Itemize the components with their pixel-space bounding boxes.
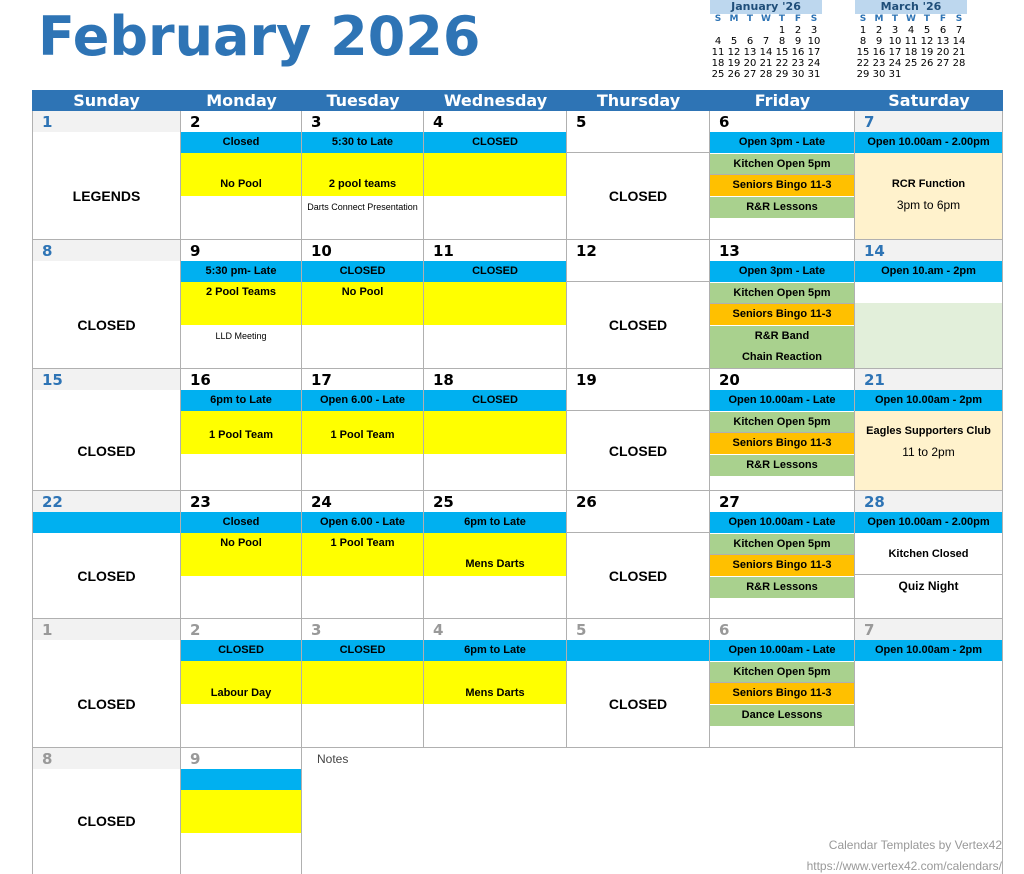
- closed-label: CLOSED: [77, 317, 136, 333]
- day-cell[interactable]: [424, 111, 567, 240]
- closed-label: CLOSED: [608, 568, 668, 584]
- mini-day[interactable]: 13: [936, 36, 950, 47]
- mini-day[interactable]: 25: [904, 58, 918, 69]
- event-note: LLD Meeting: [215, 331, 267, 341]
- day-cell[interactable]: [424, 619, 567, 748]
- hours-bar: 6pm to Late: [181, 390, 301, 411]
- event-note: Darts Connect Presentation: [307, 202, 418, 212]
- day-cell[interactable]: [181, 619, 302, 748]
- day-number: 4: [433, 113, 444, 131]
- hours-bar: Open 3pm - Late: [710, 132, 854, 153]
- day-number: 5: [576, 621, 587, 639]
- hours-bar: Open 10.00am - 2.00pm: [855, 512, 1002, 533]
- day-header-monday: Monday: [181, 90, 302, 111]
- mini-day[interactable]: 3: [891, 25, 899, 36]
- mini-calendar-title: January '26: [710, 0, 822, 14]
- kitchen-bar: Kitchen Open 5pm: [710, 662, 854, 683]
- template-credit: Calendar Templates by Vertex42: [828, 838, 1002, 852]
- hours-bar: CLOSED: [302, 261, 423, 282]
- day-number: 2: [190, 113, 201, 131]
- hours-bar: 6pm to Late: [424, 512, 566, 533]
- day-cell[interactable]: [567, 240, 710, 369]
- day-number: 6: [719, 113, 730, 131]
- mini-day[interactable]: 23: [791, 58, 805, 69]
- hours-bar: Open 10.00am - 2.00pm: [855, 132, 1002, 153]
- mini-dow: S: [955, 14, 963, 24]
- day-cell[interactable]: [302, 491, 424, 619]
- mini-day[interactable]: 14: [952, 36, 966, 47]
- mini-calendar-march: [855, 0, 967, 80]
- mini-day[interactable]: 26: [920, 58, 934, 69]
- day-cell[interactable]: [181, 748, 302, 874]
- closed-label: CLOSED: [77, 568, 136, 584]
- event-bar-empty: [33, 512, 180, 533]
- mini-day[interactable]: 7: [762, 36, 770, 47]
- event-bar-empty: [181, 790, 301, 833]
- day-cell[interactable]: [710, 369, 855, 491]
- hours-bar: Open 10.00am - 2pm: [855, 390, 1002, 411]
- lessons-bar: R&R Lessons: [710, 577, 854, 598]
- closed-label: CLOSED: [77, 813, 136, 829]
- hours-bar: CLOSED: [302, 640, 423, 661]
- mini-week-row: [710, 58, 822, 69]
- day-number: 9: [190, 242, 201, 260]
- day-cell[interactable]: [855, 369, 1003, 491]
- day-cell[interactable]: [32, 619, 181, 748]
- mini-day[interactable]: 16: [872, 47, 886, 58]
- closed-label: CLOSED: [608, 696, 668, 712]
- saturday-event-title: Eagles Supporters Club: [866, 425, 991, 437]
- day-number: 16: [190, 371, 211, 389]
- mini-day[interactable]: 5: [923, 25, 931, 36]
- mini-day[interactable]: 2: [875, 25, 883, 36]
- mini-week-row: [855, 69, 967, 80]
- day-cell[interactable]: [855, 491, 1003, 619]
- day-header-sunday: Sunday: [32, 90, 181, 111]
- hours-bar: CLOSED: [424, 390, 566, 411]
- hours-bar: CLOSED: [181, 640, 301, 661]
- mini-day[interactable]: 31: [888, 69, 902, 80]
- pool-bar: 1 Pool Team: [302, 411, 423, 454]
- pool-bar: 2 pool teams: [302, 153, 423, 196]
- closed-label: CLOSED: [77, 696, 136, 712]
- mini-week-row: [710, 69, 822, 80]
- kitchen-closed-label: Kitchen Closed: [855, 533, 1002, 575]
- day-cell[interactable]: [32, 369, 181, 491]
- mini-day[interactable]: 27: [743, 69, 757, 80]
- hours-bar: Open 6.00 - Late: [302, 512, 423, 533]
- hours-bar: 6pm to Late: [424, 640, 566, 661]
- day-number: 25: [433, 493, 454, 511]
- mini-day[interactable]: 28: [952, 58, 966, 69]
- day-cell[interactable]: [710, 111, 855, 240]
- mini-day[interactable]: 5: [730, 36, 738, 47]
- day-cell[interactable]: [567, 369, 710, 491]
- closed-label: CLOSED: [608, 188, 668, 204]
- mini-day[interactable]: 30: [872, 69, 886, 80]
- mini-day[interactable]: 25: [711, 69, 725, 80]
- day-cell[interactable]: [710, 619, 855, 748]
- mini-week-row: [710, 36, 822, 47]
- day-number: 7: [855, 619, 1002, 640]
- day-number: 3: [311, 621, 322, 639]
- mini-day[interactable]: 8: [859, 36, 867, 47]
- day-cell[interactable]: [32, 748, 181, 874]
- mini-week-row: [855, 58, 967, 69]
- mini-day[interactable]: 24: [807, 58, 821, 69]
- day-number: 1: [33, 111, 180, 132]
- saturday-event: [855, 153, 1002, 239]
- mini-week-row: [710, 25, 822, 36]
- mini-dow: S: [810, 14, 818, 24]
- mini-day[interactable]: 10: [807, 36, 821, 47]
- closed-label: LEGENDS: [72, 188, 141, 204]
- pool-bar: No Pool: [181, 533, 301, 576]
- pool-bar: [424, 153, 566, 196]
- saturday-event-time: 11 to 2pm: [902, 445, 955, 459]
- day-number: 27: [719, 493, 740, 511]
- pool-bar: [424, 282, 566, 325]
- pool-bar: Labour Day: [181, 661, 301, 704]
- day-number: 13: [719, 242, 740, 260]
- mini-day[interactable]: 18: [711, 58, 725, 69]
- bingo-bar: Seniors Bingo 11-3: [710, 683, 854, 704]
- day-number: 20: [719, 371, 740, 389]
- day-cell[interactable]: [855, 111, 1003, 240]
- mini-day[interactable]: 10: [888, 36, 902, 47]
- hours-bar: Open 10.am - 2pm: [855, 261, 1002, 282]
- kitchen-bar: Kitchen Open 5pm: [710, 534, 854, 555]
- mini-day[interactable]: [919, 69, 935, 80]
- pool-bar: [424, 411, 566, 454]
- mini-day[interactable]: 28: [759, 69, 773, 80]
- mini-week-row: [710, 47, 822, 58]
- mini-day[interactable]: 15: [856, 47, 870, 58]
- mini-calendar-january: [710, 0, 822, 80]
- closed-label: CLOSED: [608, 443, 668, 459]
- bingo-bar: Seniors Bingo 11-3: [710, 304, 854, 325]
- saturday-blank: [855, 282, 1002, 303]
- day-cell[interactable]: [32, 491, 181, 619]
- bingo-bar: Seniors Bingo 11-3: [710, 555, 854, 576]
- pool-bar: No Pool: [302, 282, 423, 325]
- day-cell[interactable]: [567, 491, 710, 619]
- mini-day[interactable]: [742, 25, 758, 36]
- mini-dow: S: [714, 14, 722, 24]
- mini-week-row: [855, 36, 967, 47]
- day-number: 14: [855, 240, 1002, 261]
- day-cell[interactable]: [567, 111, 710, 240]
- day-number: 12: [576, 242, 597, 260]
- hours-bar: Open 10.00am - 2pm: [855, 640, 1002, 661]
- notes-area[interactable]: [302, 748, 1003, 874]
- day-cell[interactable]: [181, 111, 302, 240]
- mini-day[interactable]: [758, 25, 774, 36]
- hours-bar: Open 10.00am - Late: [710, 640, 854, 661]
- day-number: 17: [311, 371, 332, 389]
- day-number: 9: [190, 750, 201, 768]
- day-cell[interactable]: [181, 369, 302, 491]
- mini-day[interactable]: 12: [727, 47, 741, 58]
- mini-day[interactable]: 20: [936, 47, 950, 58]
- day-number: 18: [433, 371, 454, 389]
- event-bar-empty: [567, 640, 709, 661]
- mini-day[interactable]: 19: [727, 58, 741, 69]
- mini-dow: W: [761, 14, 771, 24]
- day-number: 15: [33, 369, 180, 390]
- day-cell[interactable]: [302, 369, 424, 491]
- month-calendar-grid: [32, 90, 1003, 874]
- day-cell[interactable]: [424, 369, 567, 491]
- mini-day[interactable]: 24: [888, 58, 902, 69]
- day-number: 19: [576, 371, 597, 389]
- mini-day[interactable]: 29: [775, 69, 789, 80]
- hours-bar: Closed: [181, 512, 301, 533]
- pool-bar: 2 Pool Teams: [181, 282, 301, 325]
- day-cell[interactable]: [710, 240, 855, 369]
- mini-day[interactable]: 31: [807, 69, 821, 80]
- hours-bar: 5:30 pm- Late: [181, 261, 301, 282]
- lessons-bar: R&R Band: [710, 326, 854, 347]
- mini-day[interactable]: 12: [920, 36, 934, 47]
- kitchen-bar: Kitchen Open 5pm: [710, 412, 854, 433]
- day-number: 11: [433, 242, 454, 260]
- day-number: 6: [719, 621, 730, 639]
- mini-day[interactable]: 15: [775, 47, 789, 58]
- hours-bar: Open 10.00am - Late: [710, 512, 854, 533]
- mini-day[interactable]: 22: [856, 58, 870, 69]
- mini-day[interactable]: 6: [939, 25, 947, 36]
- day-header-saturday: Saturday: [855, 90, 1003, 111]
- pool-bar: Mens Darts: [424, 661, 566, 704]
- mini-day[interactable]: 13: [743, 47, 757, 58]
- band-bar: Chain Reaction: [710, 347, 854, 368]
- closed-label: CLOSED: [77, 443, 136, 459]
- mini-dow: F: [939, 14, 947, 24]
- day-cell[interactable]: [567, 619, 710, 748]
- mini-dow: S: [859, 14, 867, 24]
- mini-day[interactable]: 6: [746, 36, 754, 47]
- day-cell[interactable]: [710, 491, 855, 619]
- day-cell[interactable]: [32, 240, 181, 369]
- mini-day[interactable]: 7: [955, 25, 963, 36]
- saturday-event-time: 3pm to 6pm: [896, 198, 961, 212]
- mini-day[interactable]: 19: [920, 47, 934, 58]
- mini-dow: T: [923, 14, 931, 24]
- day-cell[interactable]: [302, 111, 424, 240]
- pool-bar: Mens Darts: [424, 533, 566, 576]
- lessons-bar: R&R Lessons: [710, 197, 854, 218]
- hours-bar: Open 3pm - Late: [710, 261, 854, 282]
- day-number: 8: [33, 240, 180, 261]
- day-number: 5: [576, 113, 587, 131]
- mini-day[interactable]: 4: [714, 36, 722, 47]
- mini-day[interactable]: 29: [856, 69, 870, 80]
- mini-dow: F: [794, 14, 802, 24]
- hours-bar: Closed: [181, 132, 301, 153]
- hours-bar: CLOSED: [424, 132, 566, 153]
- day-header-tuesday: Tuesday: [302, 90, 424, 111]
- mini-day[interactable]: [935, 69, 951, 80]
- day-cell[interactable]: [424, 491, 567, 619]
- mini-day[interactable]: 1: [778, 25, 786, 36]
- mini-day[interactable]: [710, 25, 726, 36]
- mini-day[interactable]: 11: [711, 47, 725, 58]
- mini-day[interactable]: 1: [859, 25, 867, 36]
- day-number: 21: [855, 369, 1002, 390]
- mini-day[interactable]: 21: [952, 47, 966, 58]
- mini-day[interactable]: 21: [759, 58, 773, 69]
- day-cell[interactable]: [302, 240, 424, 369]
- mini-day[interactable]: 23: [872, 58, 886, 69]
- mini-week-row: [855, 25, 967, 36]
- pool-bar: 1 Pool Team: [302, 533, 423, 576]
- mini-day[interactable]: 26: [727, 69, 741, 80]
- pool-bar: No Pool: [181, 153, 301, 196]
- pool-bar: [302, 661, 423, 704]
- day-number: 22: [33, 491, 180, 512]
- mini-day[interactable]: 20: [743, 58, 757, 69]
- mini-dow: M: [874, 14, 884, 24]
- day-number: 24: [311, 493, 332, 511]
- hours-bar: Open 10.00am - Late: [710, 390, 854, 411]
- day-number: 7: [855, 111, 1002, 132]
- day-cell[interactable]: [424, 240, 567, 369]
- mini-day[interactable]: 9: [875, 36, 883, 47]
- hours-bar: Open 6.00 - Late: [302, 390, 423, 411]
- saturday-event-title: RCR Function: [891, 178, 966, 190]
- day-cell[interactable]: [855, 619, 1003, 748]
- day-number: 4: [433, 621, 444, 639]
- pool-bar: 1 Pool Team: [181, 411, 301, 454]
- mini-day[interactable]: 2: [794, 25, 802, 36]
- day-header-thursday: Thursday: [567, 90, 710, 111]
- mini-day[interactable]: 3: [810, 25, 818, 36]
- day-number: 26: [576, 493, 597, 511]
- mini-calendar-title: March '26: [855, 0, 967, 14]
- day-number: 8: [33, 748, 180, 769]
- kitchen-bar: Kitchen Open 5pm: [710, 283, 854, 304]
- mini-day[interactable]: 17: [888, 47, 902, 58]
- mini-dow: T: [746, 14, 754, 24]
- day-cell[interactable]: [32, 111, 181, 240]
- mini-day[interactable]: 17: [807, 47, 821, 58]
- day-number: 3: [311, 113, 322, 131]
- mini-dow: M: [729, 14, 739, 24]
- mini-day[interactable]: [726, 25, 742, 36]
- bingo-bar: Seniors Bingo 11-3: [710, 175, 854, 196]
- mini-day[interactable]: 9: [794, 36, 802, 47]
- lessons-bar: R&R Lessons: [710, 455, 854, 476]
- lessons-bar: Dance Lessons: [710, 705, 854, 726]
- quiz-night-label: Quiz Night: [898, 579, 959, 593]
- saturday-event: [855, 411, 1002, 490]
- closed-label: CLOSED: [608, 317, 668, 333]
- event-bar-empty: [181, 769, 301, 790]
- mini-day[interactable]: [903, 69, 919, 80]
- day-cell[interactable]: [855, 240, 1003, 369]
- day-header-friday: Friday: [710, 90, 855, 111]
- mini-day[interactable]: 18: [904, 47, 918, 58]
- kitchen-bar: Kitchen Open 5pm: [710, 154, 854, 175]
- bingo-bar: Seniors Bingo 11-3: [710, 433, 854, 454]
- mini-dow: T: [778, 14, 786, 24]
- page-title: February 2026: [38, 5, 481, 68]
- day-header-wednesday: Wednesday: [424, 90, 567, 111]
- day-number: 28: [855, 491, 1002, 512]
- mini-dow: W: [906, 14, 916, 24]
- template-url[interactable]: https://www.vertex42.com/calendars/: [806, 859, 1002, 873]
- day-cell[interactable]: [181, 491, 302, 619]
- day-number: 23: [190, 493, 211, 511]
- day-number: 2: [190, 621, 201, 639]
- mini-day[interactable]: 8: [778, 36, 786, 47]
- mini-day[interactable]: [951, 69, 967, 80]
- mini-day[interactable]: 14: [759, 47, 773, 58]
- mini-day[interactable]: 22: [775, 58, 789, 69]
- mini-day[interactable]: 27: [936, 58, 950, 69]
- notes-label: Notes: [317, 752, 349, 766]
- mini-dow-row: [710, 14, 822, 25]
- day-cell[interactable]: [181, 240, 302, 369]
- mini-dow: T: [891, 14, 899, 24]
- day-cell[interactable]: [302, 619, 424, 748]
- mini-day[interactable]: 16: [791, 47, 805, 58]
- day-number: 1: [33, 619, 180, 640]
- mini-day[interactable]: 11: [904, 36, 918, 47]
- hours-bar: CLOSED: [424, 261, 566, 282]
- mini-day[interactable]: 4: [907, 25, 915, 36]
- day-number: 10: [311, 242, 332, 260]
- mini-dow-row: [855, 14, 967, 25]
- mini-day[interactable]: 30: [791, 69, 805, 80]
- hours-bar: 5:30 to Late: [302, 132, 423, 153]
- saturday-event: [855, 282, 1002, 368]
- mini-week-row: [855, 47, 967, 58]
